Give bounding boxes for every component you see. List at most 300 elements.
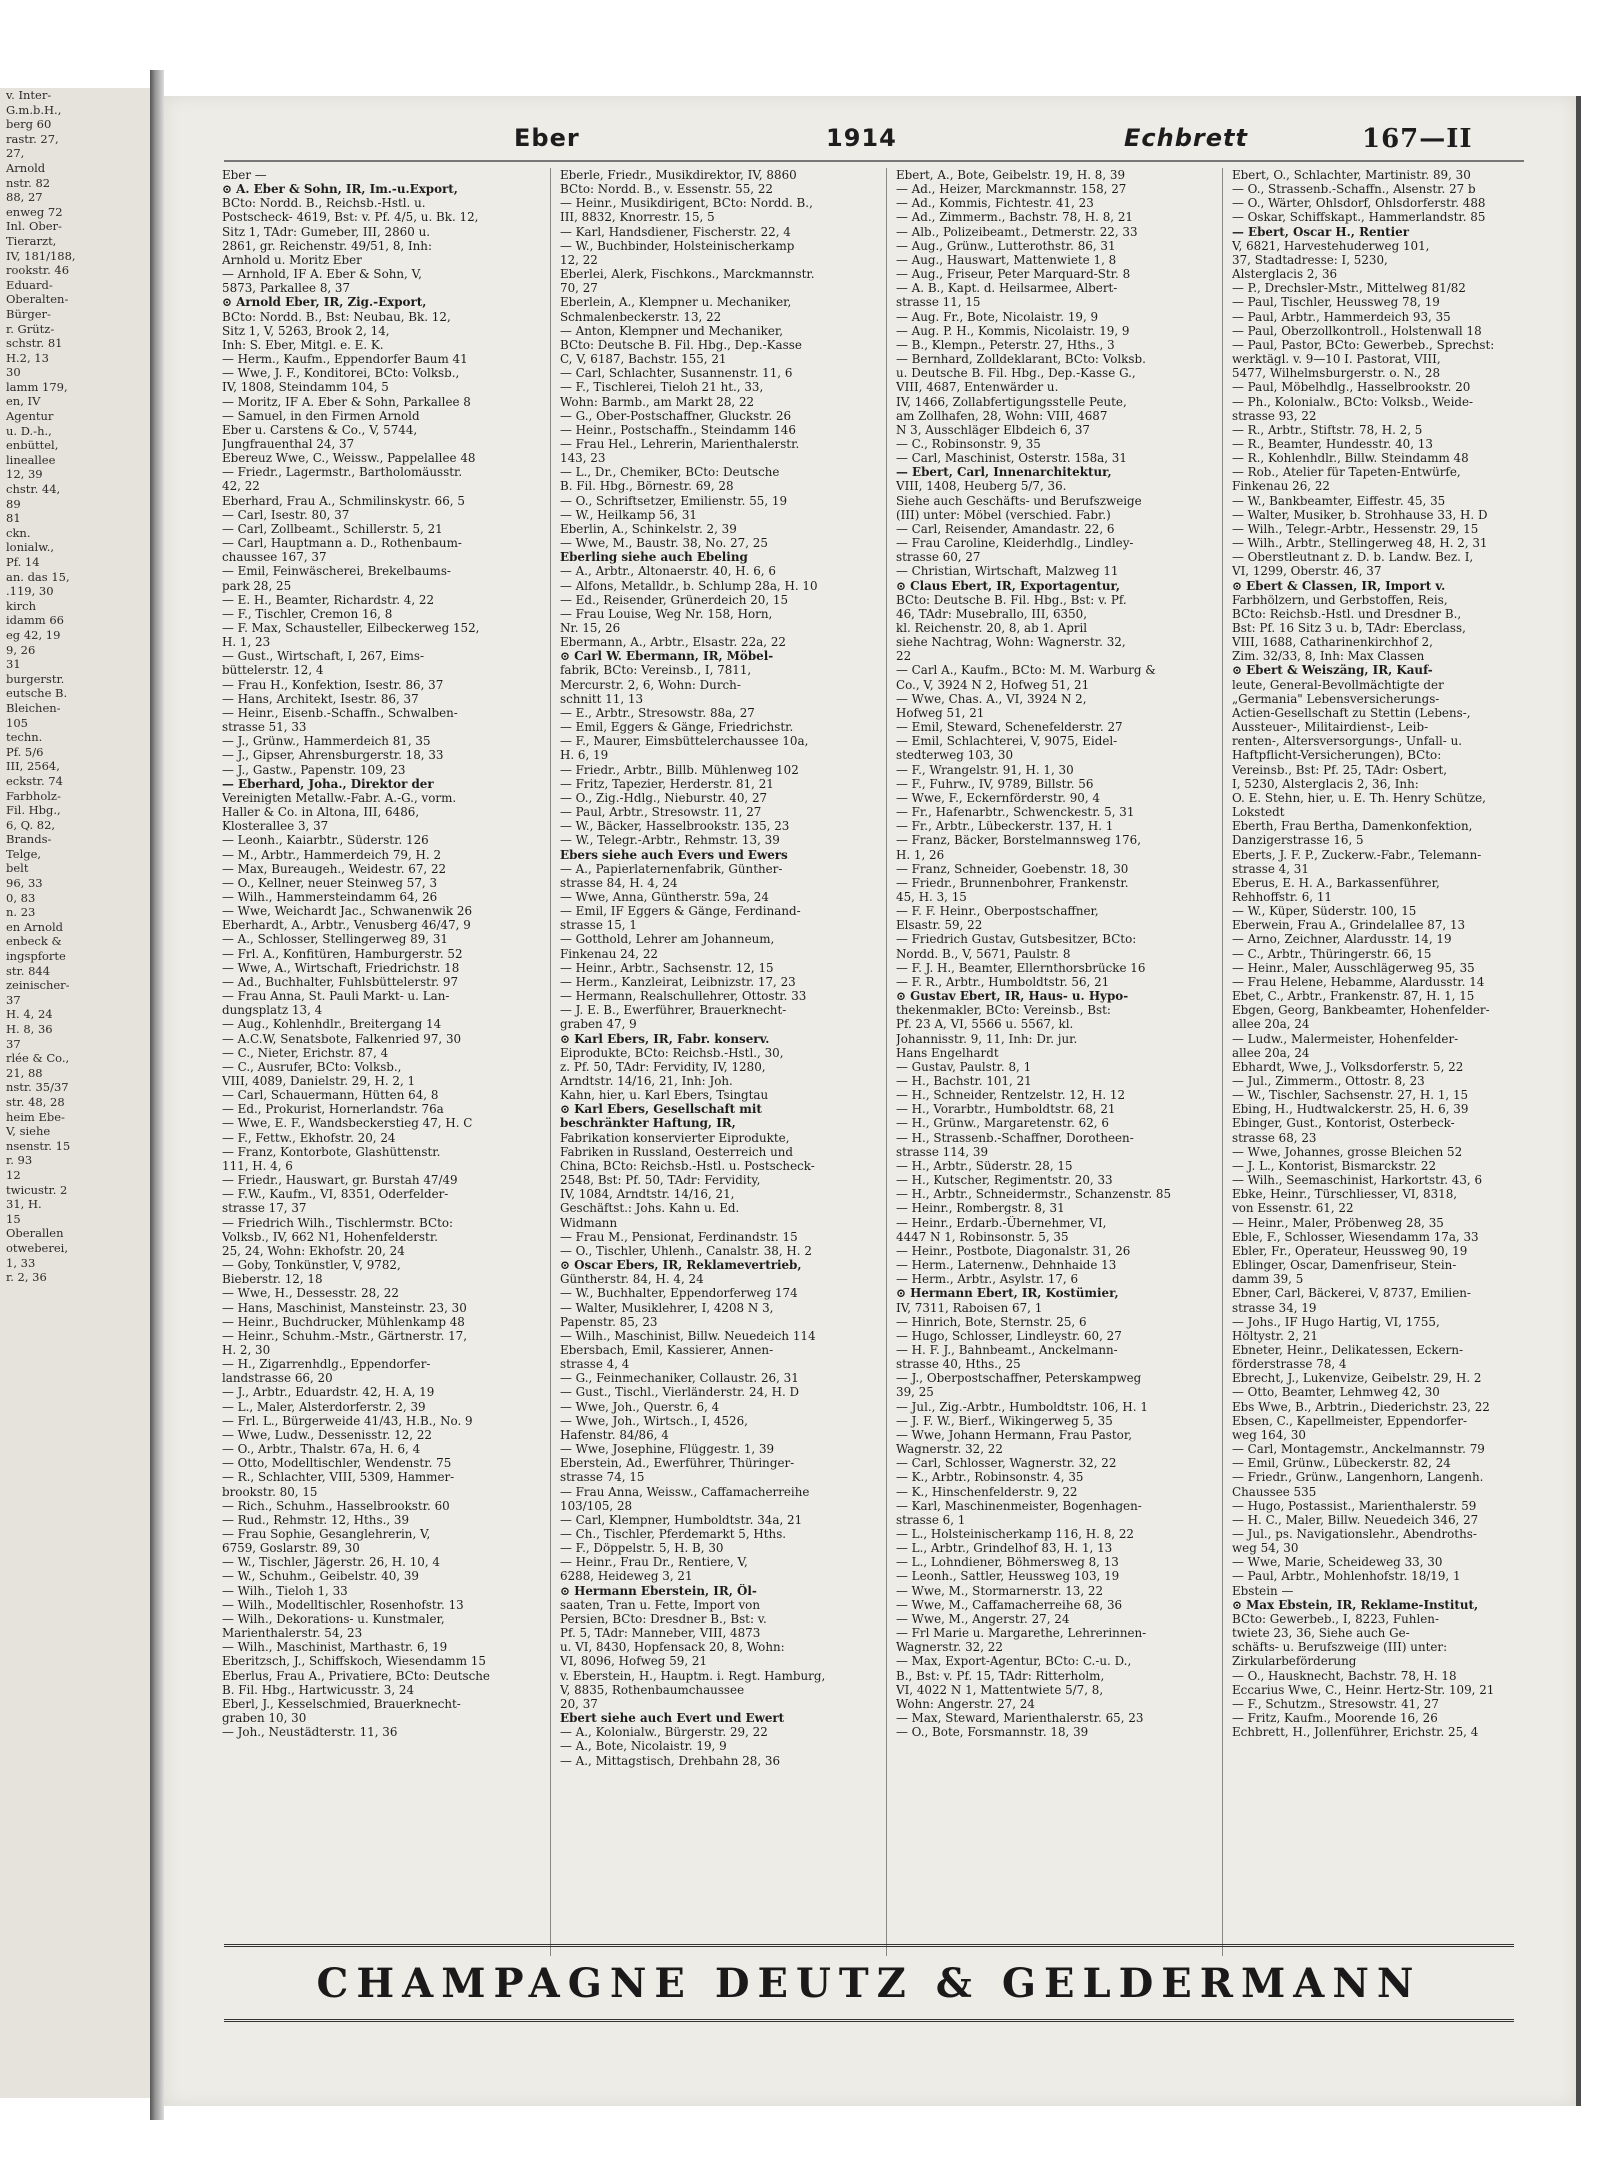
directory-entry-line: H. 1, 23 bbox=[222, 635, 271, 650]
directory-entry-line: — J., Gastw., Papenstr. 109, 23 bbox=[222, 762, 406, 777]
directory-entry-line: — A., Kolonialw., Bürgerstr. 29, 22 bbox=[560, 1725, 768, 1740]
directory-entry-line: Eccarius Wwe, C., Heinr. Hertz-Str. 109, 21 bbox=[1232, 1682, 1495, 1697]
directory-entry-line: Schmalenbeckerstr. 13, 22 bbox=[560, 309, 722, 324]
directory-entry-line: — Wwe, M., Stormarnerstr. 13, 22 bbox=[896, 1583, 1104, 1598]
directory-entry-line: — Leonh., Sattler, Heussweg 103, 19 bbox=[896, 1569, 1120, 1584]
directory-entry-line: Ebinger, Gust., Kontorist, Osterbeck- bbox=[1232, 1116, 1455, 1131]
directory-entry-line: VIII, 1688, Catharinenkirchhof 2, bbox=[1232, 635, 1433, 650]
directory-entry-line: IV, 1084, Arndtstr. 14/16, 21, bbox=[560, 1187, 735, 1202]
directory-entry-line: — C., Nieter, Erichstr. 87, 4 bbox=[222, 1045, 389, 1060]
previous-page-line: 21, 88 bbox=[6, 1065, 43, 1080]
directory-entry-line: — Wwe, Johann Hermann, Frau Pastor, bbox=[896, 1427, 1132, 1442]
directory-entry-line: — J. F. W., Bierf., Wikingerweg 5, 35 bbox=[896, 1413, 1113, 1428]
directory-entry-line: Eberhardt, A., Arbtr., Venusberg 46/47, 9 bbox=[222, 918, 471, 933]
directory-entry-line: Widmann bbox=[560, 1215, 618, 1230]
directory-entry-line: — Frau Anna, Weissw., Caffamacherreihe bbox=[560, 1484, 810, 1499]
directory-entry-line: leute, General-Bevollmächtigte der bbox=[1232, 677, 1444, 692]
directory-entry-line: 111, H. 4, 6 bbox=[222, 1158, 293, 1173]
directory-entry-line: 6759, Goslarstr. 89, 30 bbox=[222, 1541, 360, 1556]
previous-page-line: Oberalten- bbox=[6, 292, 69, 307]
directory-entry-line: Eiprodukte, BCto: Reichsb.-Hstl., 30, bbox=[560, 1045, 784, 1060]
directory-entry-highlight: Eberling siehe auch Ebeling bbox=[560, 550, 748, 565]
directory-entry-line: 2548, Bst: Pf. 50, TAdr: Fervidity, bbox=[560, 1173, 761, 1188]
directory-entry-line: — Hugo, Postassist., Marienthalerstr. 59 bbox=[1232, 1498, 1477, 1513]
previous-page-line: Telge, bbox=[6, 846, 42, 861]
directory-entry-line: — Heinr., Maler, Pröbenweg 28, 35 bbox=[1232, 1215, 1444, 1230]
directory-entry-line: — A.C.W, Senatsbote, Falkenried 97, 30 bbox=[222, 1031, 462, 1046]
previous-page-line: chstr. 44, bbox=[6, 482, 61, 497]
directory-entry-line: — Wwe, A., Wirtschaft, Friedrichstr. 18 bbox=[222, 960, 460, 975]
directory-entry-line: — W., Bankbeamter, Eiffestr. 45, 35 bbox=[1232, 493, 1446, 508]
directory-entry-line: — Christian, Wirtschaft, Malzweg 11 bbox=[896, 564, 1119, 579]
previous-page-line: Tierarzt, bbox=[6, 233, 57, 248]
previous-page-line: techn. bbox=[6, 730, 43, 745]
previous-page-line: n. 23 bbox=[6, 905, 36, 920]
directory-entry-line: Ebs Wwe, B., Arbtrin., Diederichstr. 23, 22 bbox=[1232, 1399, 1490, 1414]
directory-entry-line: — H., Strassenb.-Schaffner, Dorotheen- bbox=[896, 1130, 1134, 1145]
directory-entry-line: — W., Heilkamp 56, 31 bbox=[560, 507, 697, 522]
directory-entry-line: Eblinger, Oscar, Damenfriseur, Stein- bbox=[1232, 1258, 1457, 1273]
advertisement-text: CHAMPAGNE DEUTZ & GELDERMANN bbox=[316, 1959, 1422, 2007]
directory-entry-line: am Zollhafen, 28, Wohn: VIII, 4687 bbox=[896, 408, 1108, 423]
directory-entry-line: Fabrikation konservierter Eiprodukte, bbox=[560, 1130, 790, 1145]
previous-page-line: 37 bbox=[6, 1036, 21, 1051]
directory-entry-line: — Ad., Heizer, Marckmannstr. 158, 27 bbox=[896, 182, 1127, 197]
directory-entry-line: H. 6, 19 bbox=[560, 748, 609, 763]
directory-entry-line: werktägl. v. 9—10 I. Pastorat, VIII, bbox=[1232, 352, 1441, 367]
previous-page-line: 37 bbox=[6, 992, 21, 1007]
directory-entry-line: BCto: Gewerbeb., I, 8223, Fuhlen- bbox=[1232, 1611, 1439, 1626]
previous-page-line: 15 bbox=[6, 1211, 21, 1226]
previous-page-line: enbeck & bbox=[6, 934, 62, 949]
previous-page-line: Pf. 14 bbox=[6, 555, 40, 569]
directory-entry-line: — F.W., Kaufm., VI, 8351, Oderfelder- bbox=[222, 1187, 449, 1202]
directory-entry-line: schnitt 11, 13 bbox=[560, 691, 644, 706]
directory-entry-line: — Samuel, in den Firmen Arnold bbox=[222, 408, 420, 423]
directory-entry-line: — Wwe, H., Dessesstr. 28, 22 bbox=[222, 1286, 399, 1301]
directory-entry-line: 5873, Parkallee 8, 37 bbox=[222, 281, 351, 296]
directory-entry-line: — H. C., Maler, Billw. Neuedeich 346, 27 bbox=[1232, 1512, 1479, 1527]
directory-entry-line: — F., Tischlerei, Tieloh 21 ht., 33, bbox=[560, 380, 764, 395]
directory-entry-line: Farbhölzern, und Gerbstoffen, Reis, bbox=[1232, 592, 1448, 607]
directory-entry-line: strasse 74, 15 bbox=[560, 1470, 645, 1485]
directory-entry-line: — Emil, IF Eggers & Gänge, Ferdinand- bbox=[560, 904, 801, 919]
head-right-word: Echbrett bbox=[1124, 124, 1248, 152]
directory-entry-line: — Wilh., Maschinist, Billw. Neuedeich 114 bbox=[560, 1328, 816, 1343]
directory-entry-line: Volksb., IV, 662 N1, Hohenfelderstr. bbox=[222, 1229, 438, 1244]
directory-entry-line: BCto: Deutsche B. Fil. Hbg., Bst: v. Pf. bbox=[896, 592, 1127, 607]
directory-entry-line: IV, 1808, Steindamm 104, 5 bbox=[222, 380, 389, 395]
directory-entry-line: Ebsen, C., Kapellmeister, Eppendorfer- bbox=[1232, 1413, 1468, 1428]
directory-entry-line: — O., Strassenb.-Schaffn., Alsenstr. 27 b bbox=[1232, 182, 1476, 197]
directory-entry-line: — Carl, Schlosser, Wagnerstr. 32, 22 bbox=[896, 1456, 1117, 1471]
previous-page-line: 31, H. bbox=[6, 1197, 42, 1212]
directory-entry-line: — Heinr., Schuhm.-Mstr., Gärtnerstr. 17, bbox=[222, 1328, 468, 1343]
directory-entry-line: — Carl, Montagemstr., Anckelmannstr. 79 bbox=[1232, 1442, 1485, 1457]
directory-entry-line: — Joh., Neustädterstr. 11, 36 bbox=[222, 1725, 398, 1740]
directory-entry-line: Zim. 32/33, 8, Inh: Max Classen bbox=[1232, 649, 1425, 664]
directory-entry-line: — Carl, Reisender, Amandastr. 22, 6 bbox=[896, 521, 1115, 536]
directory-entry-line: — Karl, Handsdiener, Fischerstr. 22, 4 bbox=[560, 224, 791, 239]
directory-entry-line: VI, 4022 N 1, Mattentwiete 5/7, 8, bbox=[896, 1682, 1104, 1697]
column-divider bbox=[886, 168, 887, 1956]
directory-entry-line: Wohn: Angerstr. 27, 24 bbox=[896, 1696, 1035, 1711]
previous-page-line: rastr. 27, bbox=[6, 131, 59, 146]
directory-entry-line: Ebler, Fr., Operateur, Heussweg 90, 19 bbox=[1232, 1243, 1468, 1258]
directory-entry-line: — Hinrich, Bote, Sternstr. 25, 6 bbox=[896, 1314, 1087, 1329]
previous-page-line: Agentur bbox=[6, 409, 54, 424]
previous-page-line: str. 48, 28 bbox=[6, 1094, 65, 1109]
directory-entry-line: — Johs., IF Hugo Hartig, VI, 1755, bbox=[1232, 1314, 1440, 1329]
directory-entry-line: — Moritz, IF A. Eber & Sohn, Parkallee 8 bbox=[222, 394, 471, 409]
directory-entry-line: Ebner, Carl, Bäckerei, V, 8737, Emilien- bbox=[1232, 1286, 1471, 1301]
directory-entry-line: — J., Gipser, Ahrensburgerstr. 18, 33 bbox=[222, 748, 444, 763]
previous-page-line: twicustr. 2 bbox=[6, 1182, 68, 1197]
directory-entry-line: — Gust., Tischl., Vierländerstr. 24, H. D bbox=[560, 1385, 800, 1400]
directory-entry-line: — Frau Caroline, Kleiderhdlg., Lindley- bbox=[896, 536, 1134, 551]
directory-entry-highlight: — Ebert, Oscar H., Rentier bbox=[1232, 224, 1409, 239]
directory-entry-line: strasse 17, 37 bbox=[222, 1201, 307, 1216]
previous-page-line: 1, 33 bbox=[6, 1255, 36, 1270]
directory-entry-line: — Gustav, Paulstr. 8, 1 bbox=[896, 1059, 1032, 1074]
directory-entry-line: — Friedrich Gustav, Gutsbesitzer, BCto: bbox=[896, 932, 1137, 947]
directory-entry-line: — W., Buchhalter, Eppendorferweg 174 bbox=[560, 1286, 798, 1301]
directory-entry-line: strasse 114, 39 bbox=[896, 1144, 989, 1159]
directory-entry-line: Elsastr. 59, 22 bbox=[896, 918, 983, 933]
directory-entry-line: Vereinigten Metallw.-Fabr. A.-G., vorm. bbox=[222, 790, 457, 805]
directory-entry-line: — F., Wrangelstr. 91, H. 1, 30 bbox=[896, 762, 1074, 777]
directory-entry-line: Eberwein, Frau A., Grindelallee 87, 13 bbox=[1232, 918, 1466, 933]
directory-entry-line: — Otto, Modelltischler, Wendenstr. 75 bbox=[222, 1456, 452, 1471]
directory-entry-line: stedterweg 103, 30 bbox=[896, 748, 1014, 763]
directory-entry-line: büttelerstr. 12, 4 bbox=[222, 663, 324, 678]
directory-entry-line: — Wwe, M., Caffamacherreihe 68, 36 bbox=[896, 1597, 1123, 1612]
directory-entry-line: VI, 1299, Oberstr. 46, 37 bbox=[1232, 564, 1382, 579]
directory-entry-line: — Wwe, Josephine, Flüggestr. 1, 39 bbox=[560, 1442, 775, 1457]
directory-entry-line: — R., Beamter, Hundesstr. 40, 13 bbox=[1232, 436, 1433, 451]
directory-entry-line: — H., Kutscher, Regimentstr. 20, 33 bbox=[896, 1173, 1113, 1188]
directory-entry-line: — L., Lohndiener, Böhmersweg 8, 13 bbox=[896, 1555, 1119, 1570]
book-gutter bbox=[150, 70, 164, 2120]
head-year: 1914 bbox=[826, 124, 897, 152]
directory-entry-line: — Wilh., Dekorations- u. Kunstmaler, bbox=[222, 1611, 445, 1626]
previous-page-line: u. D.-h., bbox=[6, 423, 52, 438]
directory-entry-line: förderstrasse 78, 4 bbox=[1232, 1357, 1347, 1372]
directory-entry-line: — Emil, Eggers & Gänge, Friedrichstr. bbox=[560, 720, 794, 735]
directory-entry-line: — Max, Steward, Marienthalerstr. 65, 23 bbox=[896, 1711, 1144, 1726]
directory-entry-line: — Aug. P. H., Kommis, Nicolaistr. 19, 9 bbox=[896, 323, 1130, 338]
directory-entry-line: — J., Grünw., Hammerdeich 81, 35 bbox=[222, 734, 431, 749]
directory-entry-line: Eber — bbox=[222, 168, 267, 182]
directory-entry-line: — Frau Louise, Weg Nr. 158, Horn, bbox=[560, 606, 773, 621]
directory-entry-line: Eberlein, A., Klempner u. Mechaniker, bbox=[560, 295, 792, 310]
previous-page-line: .119, 30 bbox=[6, 584, 54, 599]
directory-entry-line: — C., Ausrufer, BCto: Volksb., bbox=[222, 1059, 402, 1074]
previous-page-line: 31 bbox=[6, 657, 21, 672]
directory-entry-line: — L., Arbtr., Grindelhof 83, H. 1, 13 bbox=[896, 1541, 1113, 1556]
previous-page-edge bbox=[0, 88, 153, 2098]
directory-entry-line: — H., Arbtr., Süderstr. 28, 15 bbox=[896, 1158, 1073, 1173]
previous-page-line: 96, 33 bbox=[6, 876, 43, 891]
directory-entry-line: Ebing, H., Hudtwalckerstr. 25, H. 6, 39 bbox=[1232, 1102, 1469, 1117]
directory-entry-line: — W., Buchbinder, Holsteinischerkamp bbox=[560, 238, 795, 253]
directory-entry-line: — Frl. A., Konfitüren, Hamburgerstr. 52 bbox=[222, 946, 463, 961]
directory-entry-line: VIII, 4089, Danielstr. 29, H. 2, 1 bbox=[222, 1074, 416, 1088]
directory-entry-line: BCto: Nordd. B., v. Essenstr. 55, 22 bbox=[560, 182, 773, 197]
previous-page-line: eg 42, 19 bbox=[6, 627, 61, 642]
directory-entry-line: O. E. Stehn, hier, u. E. Th. Henry Schütze, bbox=[1232, 790, 1486, 805]
directory-entry-line: Hafenstr. 84/86, 4 bbox=[560, 1427, 669, 1442]
directory-entry-line: — A., Bote, Nicolaistr. 19, 9 bbox=[560, 1739, 727, 1754]
directory-entry-line: — G., Feinmechaniker, Collaustr. 26, 31 bbox=[560, 1371, 799, 1386]
directory-entry-line: Eberle, Friedr., Musikdirektor, IV, 8860 bbox=[560, 168, 797, 182]
directory-entry-line: Eberts, J. F. P., Zuckerw.-Fabr., Telemann- bbox=[1232, 847, 1482, 862]
directory-entry-line: Marienthalerstr. 54, 23 bbox=[222, 1626, 363, 1641]
directory-entry-line: fabrik, BCto: Vereinsb., I, 7811, bbox=[560, 663, 752, 678]
directory-entry-line: — E., Arbtr., Stresowstr. 88a, 27 bbox=[560, 705, 755, 720]
directory-entry-line: Finkenau 24, 22 bbox=[560, 946, 658, 961]
directory-entry-line: — Franz, Kontorbote, Glashüttenstr. bbox=[222, 1144, 441, 1159]
directory-entry-line: — Ed., Reisender, Grünerdeich 20, 15 bbox=[560, 592, 789, 607]
directory-entry-line: — C., Arbtr., Thüringerstr. 66, 15 bbox=[1232, 946, 1432, 961]
previous-page-line: Eduard- bbox=[6, 277, 53, 292]
directory-entry-line: Arndtstr. 14/16, 21, Inh: Joh. bbox=[560, 1074, 733, 1088]
directory-entry-line: „Germania" Lebensversicherungs- bbox=[1232, 691, 1440, 706]
directory-entry-line: — Hermann, Realschullehrer, Ottostr. 33 bbox=[560, 989, 807, 1004]
directory-entry-line: — Paul, Arbtr., Mohlenhofstr. 18/19, 1 bbox=[1232, 1569, 1461, 1584]
directory-entry-line: Sitz 1, V, 5263, Brook 2, 14, bbox=[222, 323, 390, 338]
directory-entry-line: Ebhardt, Wwe, J., Volksdorferstr. 5, 22 bbox=[1232, 1059, 1464, 1074]
directory-entry-line: — Wwe, Ludw., Dessenisstr. 12, 22 bbox=[222, 1427, 432, 1442]
directory-entry-line: — Frau M., Pensionat, Ferdinandstr. 15 bbox=[560, 1229, 798, 1244]
directory-entry-highlight: ⊙ Ebert & Weiszäng, IR, Kauf- bbox=[1232, 663, 1433, 678]
column-1 bbox=[222, 168, 538, 1956]
directory-entry-line: — Jul., ps. Navigationslehr., Abendroths- bbox=[1232, 1527, 1477, 1541]
directory-entry-line: — Ad., Zimmerm., Bachstr. 78, H. 8, 21 bbox=[896, 210, 1133, 225]
directory-entry-line: Eberstein, Ad., Ewerführer, Thüringer- bbox=[560, 1456, 795, 1471]
previous-page-line: 105 bbox=[6, 715, 28, 730]
directory-entry-highlight: ⊙ Max Ebstein, IR, Reklame-Institut, bbox=[1232, 1597, 1479, 1612]
directory-entry-line: Hofweg 51, 21 bbox=[896, 705, 985, 720]
directory-entry-line: — W., Tischler, Jägerstr. 26, H. 10, 4 bbox=[222, 1555, 440, 1570]
directory-entry-line: — H., Zigarrenhdlg., Eppendorfer- bbox=[222, 1357, 431, 1372]
directory-entry-line: — Wwe, Johannes, grosse Bleichen 52 bbox=[1232, 1144, 1463, 1159]
directory-entry-line: v. Eberstein, H., Hauptm. i. Regt. Hamburg, bbox=[560, 1668, 826, 1683]
directory-entry-line: — W., Telegr.-Arbtr., Rehmstr. 13, 39 bbox=[560, 833, 780, 848]
directory-entry-line: — Arnhold, IF A. Eber & Sohn, V, bbox=[222, 267, 422, 282]
directory-entry-line: — Bernhard, Zolldeklarant, BCto: Volksb. bbox=[896, 352, 1146, 367]
directory-entry-line: — O., Wärter, Ohlsdorf, Ohlsdorferstr. 488 bbox=[1232, 196, 1486, 211]
directory-entry-line: — W., Schuhm., Geibelstr. 40, 39 bbox=[222, 1569, 419, 1584]
directory-entry-line: weg 164, 30 bbox=[1232, 1427, 1306, 1442]
directory-entry-line: Pf. 5, TAdr: Manneber, VIII, 4873 bbox=[560, 1626, 761, 1641]
directory-entry-line: — Carl, Schauermann, Hütten 64, 8 bbox=[222, 1088, 439, 1103]
directory-entry-line: BCto: Nordd. B., Reichsb.-Hstl. u. bbox=[222, 196, 426, 211]
directory-entry-line: — Carl, Isestr. 80, 37 bbox=[222, 507, 350, 522]
directory-entry-line: 70, 27 bbox=[560, 281, 598, 296]
directory-entry-line: — Friedr., Lagermstr., Bartholomäusstr. bbox=[222, 465, 463, 480]
directory-entry-line: — Leonh., Kaiarbtr., Süderstr. 126 bbox=[222, 833, 429, 848]
directory-entry-line: strasse 11, 15 bbox=[896, 295, 981, 310]
previous-page-line: idamm 66 bbox=[6, 613, 64, 628]
previous-page-line: Brands- bbox=[6, 832, 52, 847]
directory-entry-line: — W., Küper, Süderstr. 100, 15 bbox=[1232, 904, 1417, 919]
directory-entry-line: — Wwe, E. F., Wandsbeckerstieg 47, H. C bbox=[222, 1116, 473, 1131]
directory-entry-line: Haftpflicht-Versicherungen), BCto: bbox=[1232, 748, 1442, 763]
directory-entry-line: Postscheck- 4619, Bst: v. Pf. 4/5, u. Bk. 12, bbox=[222, 210, 479, 225]
directory-entry-line: Chaussee 535 bbox=[1232, 1484, 1317, 1499]
previous-page-line: kirch bbox=[6, 598, 36, 613]
directory-entry-line: Ebermann, A., Arbtr., Elsastr. 22a, 22 bbox=[560, 635, 786, 650]
directory-entry-line: B. Fil. Hbg., Börnestr. 69, 28 bbox=[560, 479, 734, 494]
directory-entry-line: Eber u. Carstens & Co., V, 5744, bbox=[222, 422, 418, 437]
running-head bbox=[164, 124, 1576, 164]
directory-page bbox=[164, 96, 1581, 2106]
directory-entry-line: Eberhard, Frau A., Schmilinskystr. 66, 5 bbox=[222, 493, 465, 508]
directory-entry-line: — F. Max, Schausteller, Eilbeckerweg 152, bbox=[222, 621, 480, 635]
directory-entry-line: Eberus, E. H. A., Barkassenführer, bbox=[1232, 875, 1440, 890]
directory-entry-line: — Ad., Kommis, Fichtestr. 41, 23 bbox=[896, 196, 1094, 211]
previous-page-line: enweg 72 bbox=[6, 204, 63, 219]
directory-entry-line: — Emil, Feinwäscherei, Brekelbaums- bbox=[222, 564, 451, 579]
directory-entry-line: — O., Schriftsetzer, Emilienstr. 55, 19 bbox=[560, 493, 788, 508]
directory-entry-line: — Emil, Schlachterei, V, 9075, Eidel- bbox=[896, 734, 1118, 749]
directory-entry-highlight: Ebert siehe auch Evert und Ewert bbox=[560, 1711, 785, 1726]
directory-entry-line: — A., Mittagstisch, Drehbahn 28, 36 bbox=[560, 1753, 781, 1768]
directory-entry-line: — Frau Hel., Lehrerin, Marienthalerstr. bbox=[560, 436, 800, 451]
previous-page-line: Pf. 5/6 bbox=[6, 744, 44, 759]
previous-page-line: Arnold bbox=[6, 160, 46, 175]
directory-entry-line: Ebrecht, J., Lukenvize, Geibelstr. 29, H. 2 bbox=[1232, 1371, 1482, 1386]
directory-entry-line: — Wwe, M., Baustr. 38, No. 27, 25 bbox=[560, 536, 768, 551]
directory-entry-line: Ebert, A., Bote, Geibelstr. 19, H. 8, 39 bbox=[896, 168, 1126, 182]
directory-entry-highlight: ⊙ Arnold Eber, IR, Zig.-Export, bbox=[222, 295, 427, 310]
directory-entry-line: — Wilh., Modelltischler, Rosenhofstr. 13 bbox=[222, 1597, 464, 1612]
directory-entry-line: twiete 23, 36, Siehe auch Ge- bbox=[1232, 1626, 1410, 1641]
directory-entry-line: Kahn, hier, u. Karl Ebers, Tsingtau bbox=[560, 1088, 769, 1103]
directory-entry-line: H. 2, 30 bbox=[222, 1342, 271, 1357]
directory-entry-line: Güntherstr. 84, H. 4, 24 bbox=[560, 1272, 704, 1287]
directory-entry-line: — J., Oberpostschaffner, Peterskampweg bbox=[896, 1371, 1142, 1386]
directory-entry-highlight: ⊙ Ebert & Classen, IR, Import v. bbox=[1232, 578, 1446, 593]
directory-entry-line: Ebgen, Georg, Bankbeamter, Hohenfelder- bbox=[1232, 1003, 1490, 1018]
directory-entry-line: — Paul, Arbtr., Hammerdeich 93, 35 bbox=[1232, 309, 1451, 324]
directory-entry-line: strasse 15, 1 bbox=[560, 918, 637, 933]
directory-entry-line: — J. L., Kontorist, Bismarckstr. 22 bbox=[1232, 1158, 1437, 1173]
previous-page-line: lonialw., bbox=[6, 540, 55, 555]
directory-entry-line: Ebke, Heinr., Türschliesser, VI, 8318, bbox=[1232, 1187, 1458, 1202]
head-left-word: Eber bbox=[514, 124, 580, 152]
previous-page-line: r. Grütz- bbox=[6, 321, 55, 336]
directory-entry-line: — Heinr., Buchdrucker, Mühlenkamp 48 bbox=[222, 1314, 465, 1329]
directory-entry-line: — Frau Anna, St. Pauli Markt- u. Lan- bbox=[222, 989, 450, 1004]
directory-entry-line: von Essenstr. 61, 22 bbox=[1232, 1201, 1354, 1216]
directory-entry-line: 5477, Wilhelmsburgerstr. o. N., 28 bbox=[1232, 366, 1441, 381]
directory-entry-line: Fabriken in Russland, Oesterreich und bbox=[560, 1144, 794, 1159]
previous-page-line: rlée & Co., bbox=[6, 1051, 70, 1066]
directory-entry-line: weg 54, 30 bbox=[1232, 1541, 1299, 1556]
directory-entry-line: 12, 22 bbox=[560, 252, 598, 267]
directory-entry-line: — Max, Export-Agentur, BCto: C.-u. D., bbox=[896, 1654, 1132, 1669]
directory-entry-line: 39, 25 bbox=[896, 1385, 934, 1400]
directory-entry-line: — Paul, Arbtr., Stresowstr. 11, 27 bbox=[560, 805, 762, 820]
directory-entry-line: Danzigerstrasse 16, 5 bbox=[1232, 833, 1364, 848]
directory-entry-line: Vereinsb., Bst: Pf. 25, TAdr: Osbert, bbox=[1232, 762, 1448, 777]
directory-entry-line: — Wilh., Telegr.-Arbtr., Hessenstr. 29, 15 bbox=[1232, 521, 1479, 536]
directory-entry-highlight: ⊙ A. Eber & Sohn, IR, Im.-u.Export, bbox=[222, 182, 458, 197]
directory-entry-line: — Wwe, Marie, Scheideweg 33, 30 bbox=[1232, 1555, 1443, 1570]
directory-entry-line: — A. B., Kapt. d. Heilsarmee, Albert- bbox=[896, 281, 1118, 296]
directory-entry-line: 2861, gr. Reichenstr. 49/51, 8, Inh: bbox=[222, 238, 432, 253]
directory-entry-highlight: ⊙ Oscar Ebers, IR, Reklamevertrieb, bbox=[560, 1258, 802, 1273]
directory-entry-line: H. 1, 26 bbox=[896, 847, 945, 862]
directory-entry-line: allee 20a, 24 bbox=[1232, 1017, 1310, 1032]
directory-entry-line: Finkenau 26, 22 bbox=[1232, 479, 1330, 494]
column-4 bbox=[1232, 168, 1548, 1956]
directory-entry-line: — Wwe, Anna, Güntherstr. 59a, 24 bbox=[560, 889, 769, 904]
directory-entry-line: — M., Arbtr., Hammerdeich 79, H. 2 bbox=[222, 847, 442, 862]
directory-entry-line: Eberlin, A., Schinkelstr. 2, 39 bbox=[560, 521, 737, 536]
directory-entry-line: — Heinr., Rombergstr. 8, 31 bbox=[896, 1201, 1065, 1216]
previous-page-line: 9, 26 bbox=[6, 642, 36, 657]
directory-entry-line: Klosterallee 3, 37 bbox=[222, 819, 329, 834]
directory-entry-line: — Ad., Buchhalter, Fuhlsbüttelerstr. 97 bbox=[222, 974, 459, 989]
directory-entry-highlight: ⊙ Claus Ebert, IR, Exportagentur, bbox=[896, 578, 1121, 593]
directory-entry-line: Eberl, J., Kesselschmied, Brauerknecht- bbox=[222, 1696, 461, 1711]
previous-page-line: 27, bbox=[6, 146, 25, 161]
directory-entry-line: Persien, BCto: Dresdner B., Bst: v. bbox=[560, 1611, 767, 1626]
directory-entry-line: IV, 7311, Raboisen 67, 1 bbox=[896, 1300, 1043, 1315]
directory-entry-line: strasse 93, 22 bbox=[1232, 408, 1317, 423]
directory-entry-line: Papenstr. 85, 23 bbox=[560, 1314, 658, 1329]
directory-entry-line: — F. J. H., Beamter, Ellernthorsbrücke 16 bbox=[896, 960, 1146, 975]
directory-entry-highlight: ⊙ Hermann Eberstein, IR, Öl- bbox=[560, 1583, 757, 1598]
directory-entry-line: China, BCto: Reichsb.-Hstl. u. Postscheck- bbox=[560, 1158, 815, 1173]
directory-entry-line: — Rob., Atelier für Tapeten-Entwürfe, bbox=[1232, 465, 1461, 480]
directory-entry-line: — Anton, Klempner und Mechaniker, bbox=[560, 323, 784, 338]
directory-entry-line: Arnhold u. Moritz Eber bbox=[222, 252, 362, 267]
directory-entry-line: — Otto, Beamter, Lehmweg 42, 30 bbox=[1232, 1385, 1440, 1400]
previous-page-line: r. 2, 36 bbox=[6, 1270, 47, 1285]
directory-entry-line: — Wwe, J. F., Konditorei, BCto: Volksb., bbox=[222, 366, 460, 381]
directory-entry-line: 25, 24, Wohn: Ekhofstr. 20, 24 bbox=[222, 1243, 405, 1258]
previous-page-line: belt bbox=[6, 861, 29, 876]
directory-entry-line: — O., Bote, Forsmannstr. 18, 39 bbox=[896, 1725, 1089, 1740]
directory-entry-line: — Alb., Polizeibeamt., Detmerstr. 22, 33 bbox=[896, 224, 1138, 239]
directory-entry-line: III, 8832, Knorrestr. 15, 5 bbox=[560, 210, 715, 225]
directory-entry-line: saaten, Tran u. Fette, Import von bbox=[560, 1597, 760, 1612]
previous-page-line: eckstr. 74 bbox=[6, 773, 63, 788]
directory-entry-line: — Friedrich Wilh., Tischlermstr. BCto: bbox=[222, 1215, 454, 1230]
previous-page-line: 88, 27 bbox=[6, 190, 43, 205]
directory-entry-line: Wagnerstr. 32, 22 bbox=[896, 1640, 1003, 1655]
directory-entry-line: — Frau Helene, Hebamme, Alardusstr. 14 bbox=[1232, 974, 1485, 989]
previous-page-line: rookstr. 46 bbox=[6, 263, 70, 278]
directory-entry-line: damm 39, 5 bbox=[1232, 1272, 1304, 1287]
directory-entry-highlight: beschränkter Haftung, IR, bbox=[560, 1116, 736, 1131]
directory-entry-line: — Ludw., Malermeister, Hohenfelder- bbox=[1232, 1031, 1459, 1046]
directory-entry-line: — Walter, Musiklehrer, I, 4208 N 3, bbox=[560, 1300, 774, 1315]
previous-page-line: H. 8, 36 bbox=[6, 1022, 53, 1036]
directory-entry-line: — J., Arbtr., Eduardstr. 42, H. A, 19 bbox=[222, 1385, 435, 1400]
directory-entry-line: Siehe auch Geschäfts- und Berufszweige bbox=[896, 493, 1142, 508]
directory-entry-line: landstrasse 66, 20 bbox=[222, 1371, 333, 1386]
previous-page-line: Bürger- bbox=[6, 306, 51, 321]
directory-entry-line: strasse 68, 23 bbox=[1232, 1130, 1317, 1145]
directory-entry-line: — Carl, Klempner, Humboldtstr. 34a, 21 bbox=[560, 1512, 803, 1527]
previous-page-line: G.m.b.H., bbox=[6, 102, 62, 117]
directory-entry-line: — F. R., Arbtr., Humboldtstr. 56, 21 bbox=[896, 974, 1110, 989]
